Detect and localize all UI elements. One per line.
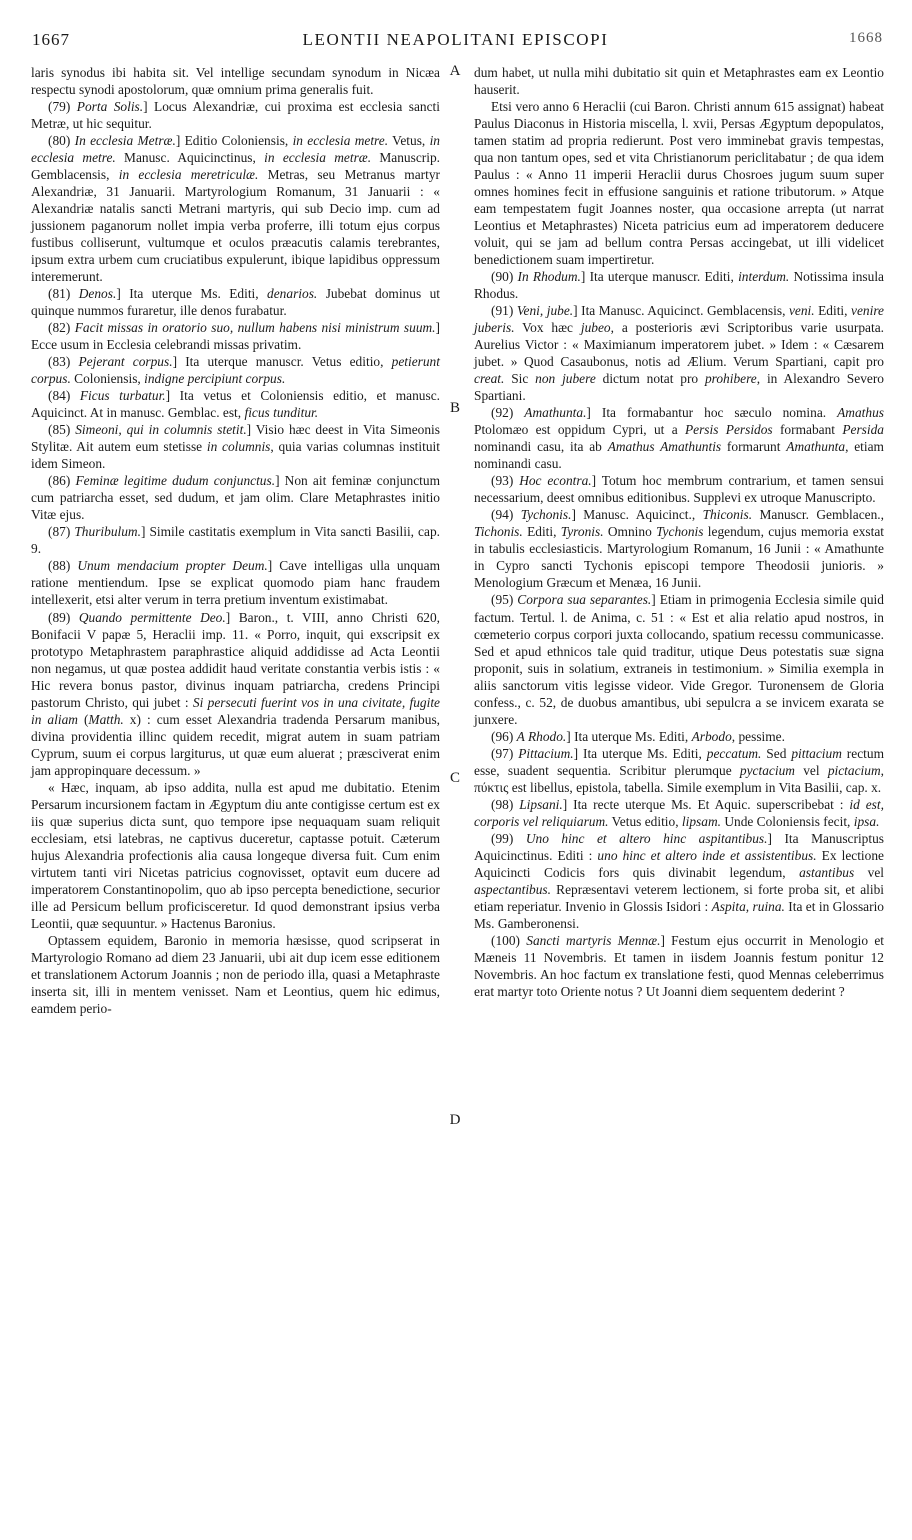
italic-text: Thiconis. [702,507,753,523]
text-run: (80) [48,133,75,149]
text-run: , in Alexandro Severo Spartiani. [474,371,884,404]
italic-text: Tyronis. [560,524,604,540]
text-run: Ita et in Glossario Ms. Gamberonensi. [474,898,884,931]
text-run: (81) [48,286,79,302]
text-run: ] Ita recte uterque Ms. Et Aquic. superscribebat : [562,796,850,812]
italic-text: uno hinc et altero inde et assistentibus. [597,847,817,863]
italic-text: Ficus turbatur. [79,388,166,404]
paragraph [474,98,884,268]
text-run: (84) [48,388,80,404]
text-run: Sed [761,745,792,761]
paragraph [31,523,440,557]
italic-text: Arbodo [691,728,732,744]
italic-text: Matth. [88,711,124,727]
text-run: ] Visio hæc deest in Vita Simeonis Stylitæ. Ait autem eum stetisse [31,422,440,455]
italic-text: Thuribulum. [74,524,141,540]
text-run: Unde Coloniensis fecit, [720,813,854,829]
italic-text: Amathus Amathuntis [607,439,722,455]
margin-letter-c: C [449,770,460,786]
text-run: (82) [48,320,75,336]
paragraph [31,285,440,319]
text-run: , quia varias columnas instituit idem Simeon. [31,439,440,472]
text-run: ] Ita uterque Ms. Editi, [566,728,692,744]
text-run: ] Non ait feminæ conjunctum cum patriarcha esset, sed dudum, et jam olim. Clare Metaphrastes initio Vitæ ejus. [31,473,440,523]
text-run: ] Baron., t. VIII, anno Christi 620, Bonifacii V papæ 5, Heraclii imp. 11. « Porro, inquit, qui exscripsit ex prototypo Metaphrastem paraphrastice aliquid addidisse ad Acta Leontii non negamus, ut quæ postea addidit haud veritate constantia verbis istis : « Hic revera bonus pastor, divinus inquam patriarcha, credens Principi pastorum Christo, qui jubet : [31,609,440,710]
text-run: (97) [491,745,519,761]
italic-text: denarios. [267,286,318,302]
italic-text: Veni, jube. [516,303,574,319]
italic-text: Amathus [837,405,884,421]
margin-letter-d: D [449,1112,461,1128]
text-run: dictum notat pro [595,371,705,387]
text-run: Vetus, [388,133,430,149]
text-run: ] Ita uterque Ms. Editi, [573,745,707,761]
text-run: (93) [491,473,520,489]
paragraph [31,132,440,285]
right-column [474,64,884,1000]
text-run: Ex lectione Aquicincti Codicis fors quis divinabit legendum, [474,847,884,880]
text-run: ] Ita Manuscriptus Aquicinctinus. Editi : [474,830,884,863]
text-run: (89) [48,609,79,625]
text-run: Vox hæc [514,320,581,336]
italic-text: pittacium [791,745,842,761]
italic-text: Simeoni, qui in columnis stetit. [75,422,247,438]
left-column [31,64,440,1017]
text-run: ] Locus Alexandriæ, cui proxima est ecclesia sancti Metræ, ut hic sequitur. [31,99,440,132]
text-run: Editi, [522,524,561,540]
paragraph [31,98,440,132]
text-run: Vetus editio, [608,813,682,829]
text-run: rectum esse, suadent sequentia. Scribitur plerumque [474,745,884,778]
paragraph [474,64,884,98]
text-run: (91) [491,303,517,319]
text-run: formabant [772,422,843,438]
italic-text: Pejerant corpus. [78,354,173,370]
paragraph [31,353,440,387]
text-run: ] Ita formabantur hoc sæculo nomina. [586,405,838,421]
text-run: laris synodus ibi habita sit. Vel intellige secundam synodum in Nicæa respectu synodi apostolorum, quæ omnium prima generalis fuit. [31,65,440,98]
italic-text: Tychonis. [520,507,572,523]
text-run: x) : cum esset Alexandria tradenda Persarum manibus, divina providentia illinc quidem recedit, migrat autem in suam patriam Cyprum, suum ei corpus largiturus, ut quæ eum aluerat ; præsciverat enim jam appropinquare decessum. » [31,711,440,778]
text-run: ] Ita uterque Ms. Editi, [116,286,268,302]
italic-text: In ecclesia Metræ. [74,133,176,149]
italic-text: Aspita, ruina. [711,898,785,914]
text-run: Manusc. Aquicinctinus, [115,150,265,166]
italic-text: Unum mendacium propter Deum. [77,558,268,574]
italic-text: in ecclesia metre. [292,133,389,149]
text-run: , etiam nominandi casu. [474,439,884,472]
text-run: ] Manusc. Aquicinct., [571,507,703,523]
text-run: (88) [48,558,78,574]
italic-text: Tichonis. [474,524,523,540]
text-run: legendum, cujus memoria exstat in tabulis ecclesiasticis. Martyrologium Romanum, 16 Junii : « Amathunte in Cypro sancti Tychonis episcopi tempore Theodosii junioris. » Menologium Græcum et Menæa, 16 Junii. [474,524,884,591]
paragraph [31,472,440,523]
italic-text: aspectantibus. [474,881,551,897]
paragraph [474,404,884,472]
paragraph [31,557,440,608]
paragraph [31,387,440,421]
text-run: Notissima insula Rhodus. [474,269,884,302]
text-run: Manuscrip. Gemblacensis, [31,150,440,183]
italic-text: Pittacium. [518,745,574,761]
text-run: , a posterioris ævi Scriptoribus varie usurpata. Aurelius Victor : « Maximianum imperatorem jubet. » Idem : « Cæsarem jubet. » Quod Casaubonus, notis ad Ælium. Verum Spartiani, capit pro [474,320,884,370]
italic-text: astantibus [799,864,855,880]
text-run: ] Ecce usum in Ecclesia celebrandi missas privatim. [31,320,440,353]
paragraph [474,506,884,591]
italic-text: jubeo [580,320,611,336]
italic-text: Quando permittente Deo. [78,609,226,625]
text-run: (92) [491,405,525,421]
italic-text: Facit missas in oratorio suo, nullum habens nisi ministrum suum. [74,320,436,336]
text-run: (87) [48,524,75,540]
text-run: (90) [491,269,518,285]
text-run: ] Ita uterque manuscr. Vetus editio, [172,354,392,370]
text-run: (99) [491,830,526,846]
text-run: ] Ita Manusc. Aquicinct. Gemblacensis, [573,303,789,319]
italic-text: in ecclesia metre. [31,133,440,166]
paragraph [474,728,884,745]
italic-text: lipsam. [681,813,721,829]
italic-text: Sancti martyris Mennæ. [526,932,661,948]
text-run: ] Festum ejus occurrit in Menologio et Mæneis 11 Novembris. Et tamen in iisdem Joannis festum ponitur 12 Novembris. An hoc factum ex translatione festi, quod Mennas celeberrimus erat martyr toto Oriente notus ? Ut Joanni diem sequentem dederint ? [474,932,884,999]
italic-text: Porta Solis. [76,99,144,115]
text-run: , πύκτις est libellus, epistola, tabella. Simile exemplum in Vita Basilii, cap. x. [474,762,884,795]
italic-text: interdum. [738,269,790,285]
italic-text: Amathunta. [524,405,587,421]
text-run: (96) [491,728,517,744]
italic-text: Denos. [78,286,117,302]
paragraph [474,830,884,932]
text-run: dum habet, ut nulla mihi dubitatio sit quin et Metaphrastes eam ex Leontio hauserit. [474,65,884,98]
text-run: Repræsentavi veterem lectionem, si forte proba sit, et alibi etiam reperiatur. Invenio in Glossis Isidori : [474,881,884,914]
text-run: ] Simile castitatis exemplum in Vita sancti Basilii, cap. 9. [31,524,440,557]
text-run: vel [794,762,828,778]
text-run: ] Cave intelligas ulla unquam ratione mentiendum. Ipse se explicat quomodo piam hanc fraudem intellexerit, etsi alter verum in terra pretium inventum existimabat. [31,558,440,608]
italic-text: Persida [842,422,884,438]
text-run: ] Ita vetus et Coloniensis editio, et manusc. Aquicinct. At in manusc. Gemblac. est, [31,388,440,421]
text-run: « Hæc, inquam, ab ipso addita, nulla est apud me dubitatio. Etenim Persarum incursionem factam in Ægyptum diu ante contigisse certum est ex iis quæ superius dicta sunt, quo tempore ipse nequaquam suam reliquit ecclesiam, etsi latebras, ne captivus duceretur, captasse potuit. Cæterum hujus Alexandria profectionis alia causa longeque diversa fuit. Cum enim virtutem tanti viri Nicetas patricius cognovisset, optavit eum ducere ad imperatorem Constantinopolim, quo ab ipso percepta benedictione, securior ille ad Persicum bellum proficisceretur. Id quod demonstrant ipsius verba Leontii, quæ sequuntur. » Hactenus Baronius. [31,779,440,931]
italic-text: ficus tunditur. [244,405,319,421]
italic-text: peccatum. [706,745,762,761]
paragraph [474,932,884,1000]
left-page-number: 1667 [32,30,70,49]
paragraph [474,796,884,830]
text-run: (83) [48,354,79,370]
italic-text: pictacium [827,762,881,778]
italic-text: Persis Persidos [684,422,773,438]
text-run: Etsi vero anno 6 Heraclii (cui Baron. Christi annum 615 assignat) habeat Paulus Diaconus in Historia miscella, l. xvii, Persas Ægyptum depopulatos, tamen statim ad propria redierunt. Post vero imminebat gravis tempestas, qua non tantum opes, sed et vita Christianorum periclitabatur ; de qua idem Paulus : « Anno 11 imperii Heraclii durus Chosroes jugum suum super omnes homines fecit in effusione sanguinis et ratione tributorum. » Atque eam tempestatem fugit Joannes noster, qua occasione arrepta (ut narrat Leontius et Metaphrastes) Niceta patricius eum ad imperatorem deducere voluit, qui se jam ad bellum contra Persas accingebat, ut illi videlicet benedictionem suam impertiretur. [474,99,884,268]
italic-text: Amathunta [786,439,846,455]
text-run: Manuscr. Gemblacen., [752,507,884,523]
text-run: (94) [491,507,521,523]
paragraph [31,779,440,932]
italic-text: Lipsani. [519,796,563,812]
italic-text: A Rhodo. [516,728,567,744]
text-run: formarunt [721,439,787,455]
margin-letter-b: B [449,400,460,416]
italic-text: petierunt corpus. [31,354,440,387]
text-run: (86) [48,473,76,489]
italic-text: indigne percipiunt corpus. [144,371,286,387]
italic-text: in ecclesia metræ. [264,150,372,166]
text-run: ] Ita uterque manuscr. Editi, [580,269,739,285]
italic-text: Hoc econtra. [519,473,592,489]
text-run: Editi, [814,303,852,319]
italic-text: Si persecuti fuerint vos in una civitate, fugite in aliam [31,694,440,727]
italic-text: in columnis [206,439,271,455]
text-run: Ptolomæo est oppidum Cypri, ut a [474,422,685,438]
text-run: , pessime. [731,728,785,744]
text-run: nominandi casu, ita ab [474,439,608,455]
text-run: (98) [491,796,520,812]
paragraph [31,64,440,98]
text-run: Metras, seu Metranus martyr Alexandriæ, 31 Januarii. Martyrologium Romanum, 31 Januarii : « Alexandriæ natalis sancti Metrani martyris, qui sub Decio imp. cum ad jussionem paganorum nollet impia verba proferre, illi totum ejus corpus fustibus colliserunt, vultumque et oculos præacutis calamis terebrantes, ipsum extra urbem cum cruciatibus expulerunt, ibique lapidibus oppressum interemerunt. [31,167,440,285]
text-run: (79) [48,99,77,115]
text-run: ( [77,711,89,727]
italic-text: pyctacium [739,762,795,778]
page-header [28,30,883,56]
right-page-number: 1668 [849,30,883,46]
running-title: LEONTII NEAPOLITANI EPISCOPI [302,30,609,49]
text-run: ] Totum hoc membrum contrarium, et tamen sensui necessarium, deest omnibus editionibus. Supplevi ex utroque Manuscripto. [474,473,884,506]
paragraph [474,268,884,302]
paragraph [31,932,440,1017]
text-run: Omnino [603,524,657,540]
text-run: (95) [491,592,518,608]
paragraph [474,302,884,404]
paragraph [31,319,440,353]
text-run: (100) [491,932,527,948]
paragraph [31,421,440,472]
italic-text: non jubere [535,371,596,387]
text-run: Optassem equidem, Baronio in memoria hæsisse, quod scripserat in Martyrologio Romano ad diem 23 Januarii, ubi ait dup icem esse editionem et translationem Actorum Joannis ; non de periodo illa, quasi a Metaphraste inserta sit, illi in mentem venisset. Nam et Leontius, quem hic edimus, eamdem perio- [31,932,440,1016]
italic-text: venire juberis. [474,303,884,336]
italic-text: id est, corporis vel reliquiarum. [474,796,884,829]
text-run: Sic [504,371,536,387]
paragraph [474,745,884,796]
paragraph [474,591,884,727]
italic-text: Uno hinc et altero hinc aspitantibus. [525,830,768,846]
text-run: Coloniensis, [70,371,145,387]
text-run: ] Editio Coloniensis, [175,133,293,149]
text-run: Jubebat dominus ut quinque nummos furaretur, ille denos furabatur. [31,286,440,319]
italic-text: Corpora sua separantes. [517,592,652,608]
text-run: (85) [48,422,76,438]
text-run: ] Etiam in primogenia Ecclesia simile quid factum. Tertul. l. de Anima, c. 51 : « Est et alia relatio apud nostros, in cœmeterio corpus corpori juxta collocando, spatium recessu communicasse. Sed et apud ethnicos tale quid traditur, utique Deus potestatis suæ signa proponit, suis in solatium, extraneis in testimonium. » Similia exempla in aliis sanctorum vitis legisse videor. Vide Gregor. Turonensem de Gloria confess., c. 52, de duobus amantibus, ubi sepulcra a se invicem exarata se junxere. [474,592,884,727]
italic-text: ipsa. [853,813,880,829]
text-run: vel [854,864,884,880]
italic-text: In Rhodum. [517,269,581,285]
paragraph [31,609,440,779]
margin-letter-a: A [449,63,461,79]
italic-text: in ecclesia meretriculæ. [118,167,259,183]
paragraph [474,472,884,506]
italic-text: creat. [474,371,505,387]
italic-text: prohibere [704,371,757,387]
italic-text: Tychonis [656,524,704,540]
italic-text: veni. [788,303,815,319]
italic-text: Feminæ legitime dudum conjunctus. [75,473,276,489]
